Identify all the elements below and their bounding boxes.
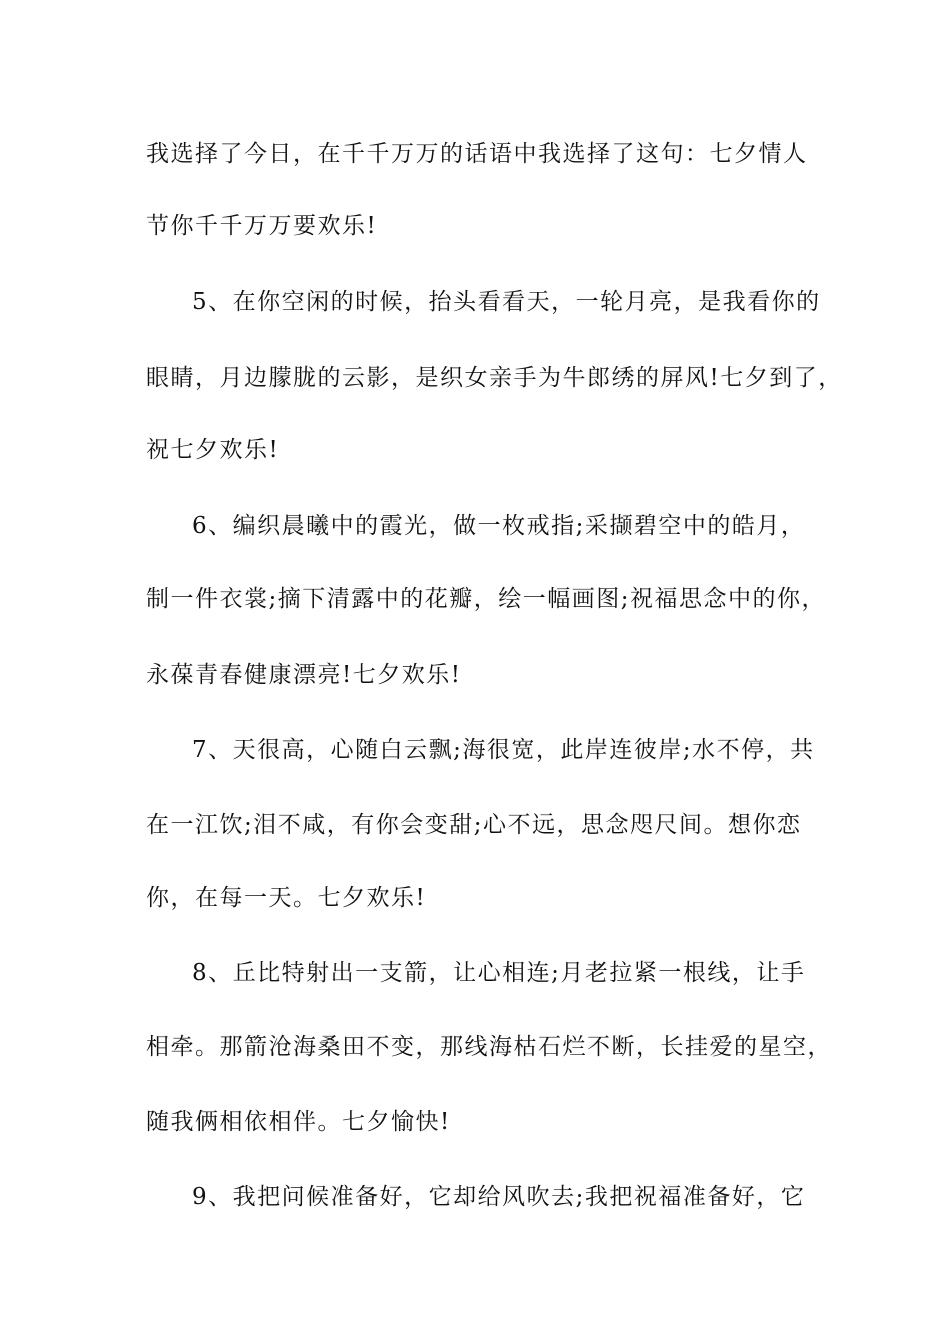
paragraph-9-start: 9、我把问候准备好，它却给风吹去;我把祝福准备好，它 <box>192 1184 806 1210</box>
text-line: 制一件衣裳;摘下清露中的花瓣，绘一幅画图;祝福思念中的你， <box>146 586 826 612</box>
paragraph-6-start: 6、编织晨曦中的霞光，做一枚戒指;采撷碧空中的皓月， <box>192 513 806 539</box>
text-line: 随我俩相依相伴。七夕愉快! <box>146 1109 451 1135</box>
text-line: 相牵。那箭沧海桑田不变，那线海枯石烂不断，长挂爱的星空， <box>146 1034 832 1060</box>
text-line: 我选择了今日，在千千万万的话语中我选择了这句：七夕情人 <box>146 141 808 167</box>
text-line: 永葆青春健康漂亮!七夕欢乐! <box>146 662 462 688</box>
text-line: 祝七夕欢乐! <box>146 437 280 463</box>
paragraph-7-start: 7、天很高，心随白云飘;海很宽，此岸连彼岸;水不停，共 <box>192 737 815 763</box>
text-line: 眼睛，月边朦胧的云影，是织女亲手为牛郎绣的屏风!七夕到了， <box>146 365 843 391</box>
text-line: 你，在每一天。七夕欢乐! <box>146 885 427 911</box>
paragraph-5-start: 5、在你空闲的时候，抬头看看天，一轮月亮，是我看你的 <box>192 289 821 315</box>
paragraph-8-start: 8、丘比特射出一支箭，让心相连;月老拉紧一根线，让手 <box>192 960 806 986</box>
text-line: 在一江饮;泪不咸，有你会变甜;心不远，思念咫尺间。想你恋 <box>146 812 802 838</box>
text-line: 节你千千万万要欢乐! <box>146 213 378 239</box>
